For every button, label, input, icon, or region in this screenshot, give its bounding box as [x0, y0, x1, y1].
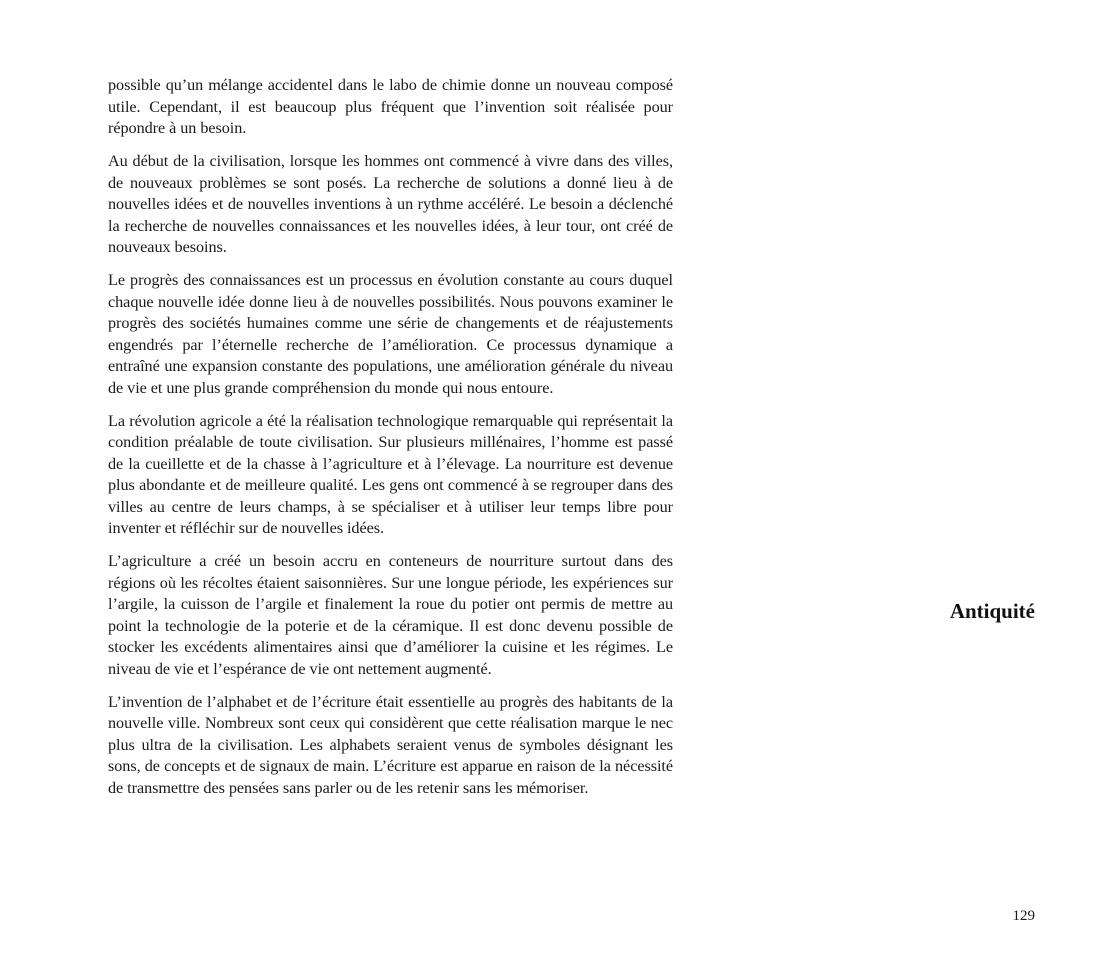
paragraph-2: Au début de la civilisation, lorsque les hommes ont commencé à vivre dans des villes, de nouveaux problèmes se sont posés. La recherche de solutions a donné lieu à de nouvelles idées et de nouvelles inventions à un rythme accéléré. Le besoin a déclenché la recherche de nouvelles connaissances et les nouvelles idées, à leur tour, ont créé de nouveaux besoins. [108, 152, 673, 256]
side-heading-antiquite: Antiquité [949, 599, 1035, 623]
paragraph-6: L’invention de l’alphabet et de l’écriture était essentielle au progrès des habitants de la nouvelle ville. Nombreux sont ceux qui considèrent que cette réalisation marque le nec plus ultra de la civilisation. Les alphabets seraient venus de symboles désignant les sons, de concepts et de signaux de main. L’écriture est apparue en raison de la nécessité de transmettre des pensées sans parler ou de les retenir sans les mémoriser. [108, 692, 673, 797]
paragraph-5: L’agriculture a créé un besoin accru en conteneurs de nourriture surtout dans des régions où les récoltes étaient saisonnières. Sur une longue période, les expériences sur l’argile, la cuisson de l’argile et finalement la roue du potier ont permis de mettre au point la technologie de la poterie et de la céramique. Il est donc devenu possible de stocker les excédents alimentaires ainsi que d’améliorer la cuisine et les régimes. Le niveau de vie et l’espérance de vie ont nettement augmenté. [108, 552, 673, 678]
paragraph-4: La révolution agricole a été la réalisation technologique remarquable qui représentait la condition préalable de toute civilisation. Sur plusieurs millénaires, l’homme est passé de la cueillette et de la chasse à l’agriculture et à l’élevage. La nourriture est devenue plus abondante et de meilleure qualité. Les gens ont commencé à se regrouper dans des villes au centre de leurs champs, à se spécialiser et à utiliser leur temps libre pour inventer et réfléchir sur de nouvelles idées. [108, 411, 673, 537]
paragraph-3: Le progrès des connaissances est un processus en évolution constante au cours duquel chaque nouvelle idée donne lieu à de nouvelles possibilités. Nous pouvons examiner le progrès des sociétés humaines comme une série de changements et de réajustements engendrés par l’éternelle recherche de l’amélioration. Ce processus dynamique a entraîné une expansion constante des populations, une amélioration générale du niveau de vie et une plus grande compréhension du monde qui nous entoure. [108, 271, 673, 397]
page-number: 129 [1012, 908, 1035, 924]
body-text [108, 75, 673, 811]
paragraph-1: possible qu’un mélange accidentel dans le labo de chimie donne un nouveau composé utile. Cependant, il est beaucoup plus fréquent que l’invention soit réalisée pour répondre à un besoin. [108, 76, 673, 137]
